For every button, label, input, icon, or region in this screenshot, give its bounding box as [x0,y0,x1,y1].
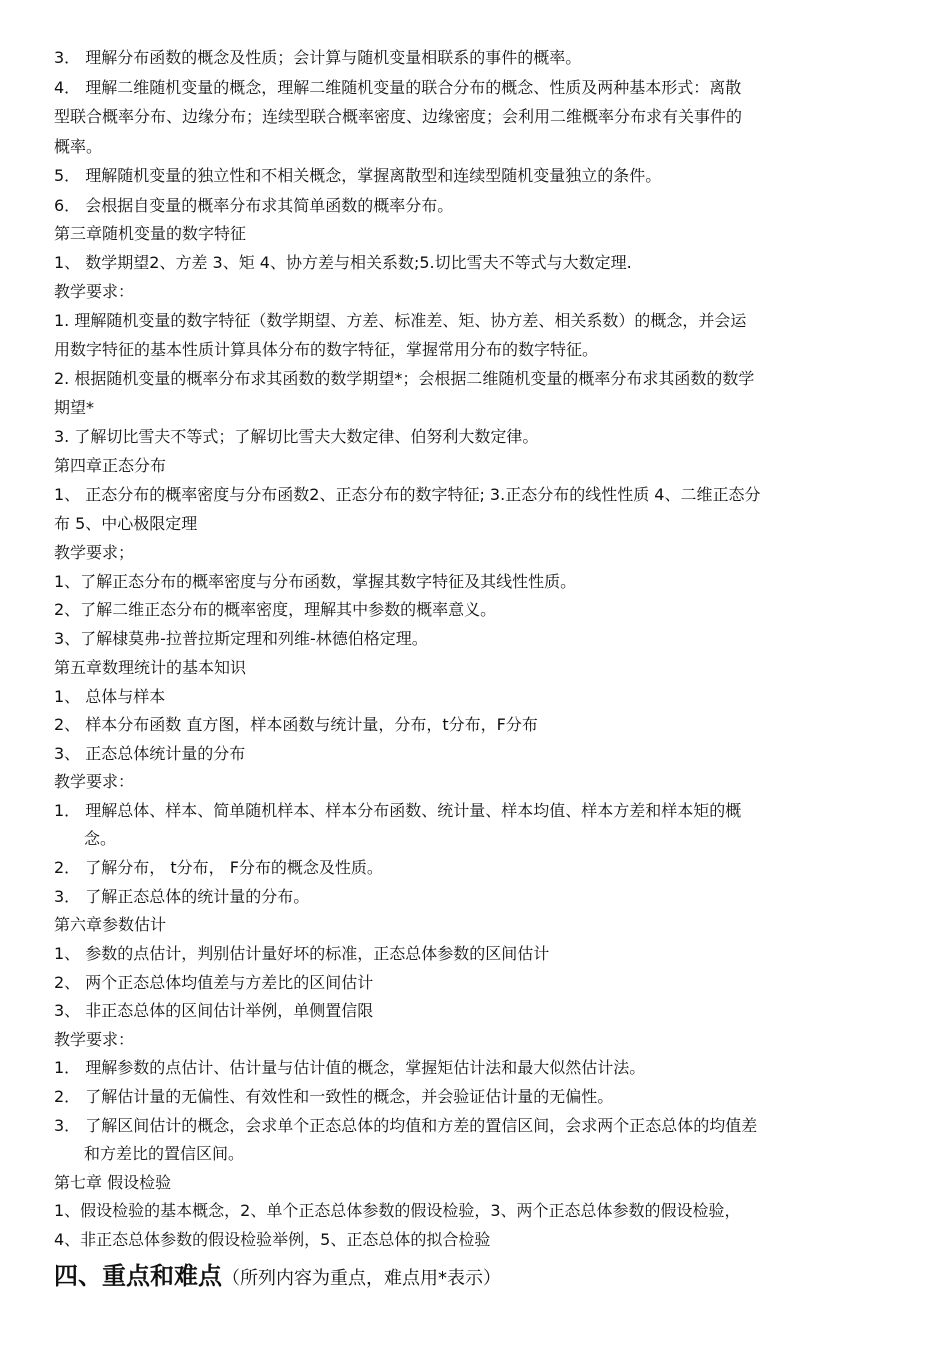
text-line: 3． 理解分布函数的概念及性质；会计算与随机变量相联系的事件的概率。 [54,48,582,67]
text-line: 2、 两个正态总体均值差与方差比的区间估计 [54,973,374,992]
chapter-title: 第七章 假设检验 [54,1173,172,1192]
chapter-title: 第五章数理统计的基本知识 [54,658,247,677]
text-line: 1. 理解随机变量的数字特征（数学期望、方差、标准差、矩、协方差、相关系数）的概念，并会运 [54,311,747,330]
text-line: 2、 样本分布函数 直方图，样本函数与统计量，分布，t分布，F分布 [54,715,538,734]
text-line: 5． 理解随机变量的独立性和不相关概念，掌握离散型和连续型随机变量独立的条件。 [54,166,662,185]
section-label: 教学要求： [54,282,135,301]
text-line: 1． 理解参数的点估计、估计量与估计值的概念，掌握矩估计法和最大似然估计法。 [54,1058,646,1077]
text-line: 3. 了解切比雪夫不等式；了解切比雪夫大数定律、伯努利大数定律。 [54,427,539,446]
text-line: 3、了解棣莫弗-拉普拉斯定理和列维-林德伯格定理。 [54,629,428,648]
text-line: 用数字特征的基本性质计算具体分布的数字特征，掌握常用分布的数字特征。 [54,340,599,359]
text-line: 6． 会根据自变量的概率分布求其简单函数的概率分布。 [54,196,454,215]
text-line: 1、 正态分布的概率密度与分布函数2、正态分布的数字特征; 3.正态分布的线性性质 4、二维正态分 [54,485,761,504]
chapter-title: 第六章参数估计 [54,915,167,934]
text-line: 3、 正态总体统计量的分布 [54,744,246,763]
text-line: 和方差比的置信区间。 [84,1144,245,1163]
text-line: 1． 理解总体、样本、简单随机样本、样本分布函数、统计量、样本均值、样本方差和样本矩的概 [54,801,742,820]
text-line: 1、假设检验的基本概念，2、单个正态总体参数的假设检验，3、两个正态总体参数的假设检验， [54,1201,741,1220]
chapter-title: 第四章正态分布 [54,456,167,475]
text-line: 念。 [84,829,117,848]
text-line: 1、 总体与样本 [54,687,166,706]
chapter-title: 第三章随机变量的数字特征 [54,224,247,243]
text-line: 型联合概率分布、边缘分布；连续型联合概率密度、边缘密度；会利用二维概率分布求有关事件的 [54,107,743,126]
text-line: 4． 理解二维随机变量的概念，理解二维随机变量的联合分布的概念、性质及两种基本形式：离散 [54,78,742,97]
text-line: 3． 了解区间估计的概念，会求单个正态总体的均值和方差的置信区间，会求两个正态总体的均值差 [54,1116,758,1135]
text-line: 概率。 [54,137,103,156]
text-line: 2. 根据随机变量的概率分布求其函数的数学期望*；会根据二维随机变量的概率分布求其函数的数学 [54,369,755,388]
text-line: 1、 数学期望2、方差 3、矩 4、协方差与相关系数;5.切比雪夫不等式与大数定理. [54,253,632,272]
text-line: 2． 了解估计量的无偏性、有效性和一致性的概念，并会验证估计量的无偏性。 [54,1087,614,1106]
text-line: 3、 非正态总体的区间估计举例，单侧置信限 [54,1001,374,1020]
section-label: 教学要求； [54,543,135,562]
section-label: 教学要求： [54,772,135,791]
section-heading [54,1256,501,1296]
text-line: 期望* [54,398,95,417]
text-line: 2． 了解分布， t分布， F分布的概念及性质。 [54,858,383,877]
section-label: 教学要求： [54,1030,135,1049]
text-line: 4、非正态总体参数的假设检验举例，5、正态总体的拟合检验 [54,1230,491,1249]
text-line: 2、了解二维正态分布的概率密度，理解其中参数的概率意义。 [54,600,497,619]
text-line: 3． 了解正态总体的统计量的分布。 [54,887,310,906]
text-line: 1、了解正态分布的概率密度与分布函数，掌握其数字特征及其线性性质。 [54,572,577,591]
text-line: 1、 参数的点估计，判别估计量好坏的标准，正态总体参数的区间估计 [54,944,550,963]
section-heading-note: （所列内容为重点，难点用*表示） [222,1268,501,1289]
section-heading-title: 四、重点和难点 [54,1262,222,1290]
text-line: 布 5、中心极限定理 [54,514,198,533]
